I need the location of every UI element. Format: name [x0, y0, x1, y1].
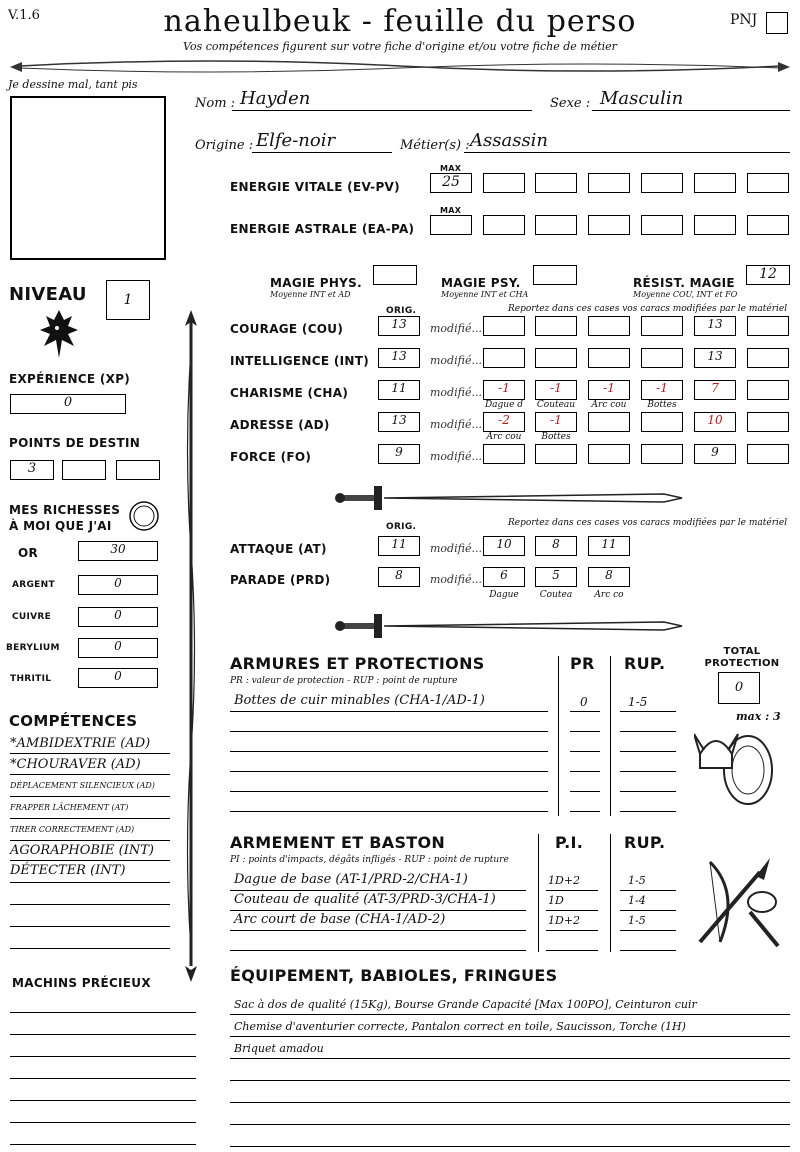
modif-label: modifié... — [430, 354, 482, 367]
magie-phys-label: MAGIE PHYS. — [270, 276, 362, 290]
ev-box[interactable] — [694, 173, 736, 193]
stats-note: Reportez dans ces cases vos caracs modifiées par le matériel — [508, 304, 788, 314]
stat-mod-box[interactable] — [641, 412, 683, 432]
stat-mod-box[interactable] — [747, 348, 789, 368]
weapons-note: PI : points d'impacts, dégâts infligés - RUP : point de rupture — [230, 855, 509, 865]
wealth-argent-box[interactable]: 0 — [78, 575, 158, 595]
stat-mod-box[interactable] — [483, 444, 525, 464]
ea-max-box[interactable] — [430, 215, 472, 235]
stat-mod-box[interactable] — [588, 316, 630, 336]
nom-line — [232, 110, 532, 111]
stat-orig-box[interactable]: 13 — [378, 412, 420, 432]
stat-orig-box[interactable]: 13 — [378, 316, 420, 336]
combat-under-label: Coutea — [539, 590, 573, 600]
armor-col-rup: RUP. — [624, 654, 666, 673]
skill-item[interactable]: DÉPLACEMENT SILENCIEUX (AD) — [10, 781, 155, 790]
magie-psy-note: Moyenne INT et CHA — [441, 290, 529, 299]
stat-mod-box[interactable] — [588, 412, 630, 432]
stat-mod-box[interactable] — [747, 380, 789, 400]
equipment-line[interactable]: Briquet amadou — [234, 1042, 324, 1055]
ea-box[interactable] — [483, 215, 525, 235]
ev-max-box[interactable]: 25 — [430, 173, 472, 193]
weapon-item-name[interactable]: Couteau de qualité (AT-3/PRD-3/CHA-1) — [234, 892, 496, 907]
armor-title: ARMURES ET PROTECTIONS — [230, 654, 485, 673]
sheet-subtitle: Vos compétences figurent sur votre fiche d'origine et/ou votre fiche de métier — [183, 40, 617, 53]
combat-orig-box[interactable]: 8 — [378, 567, 420, 587]
stat-mod-box[interactable]: -1 — [535, 412, 577, 432]
equipment-line[interactable]: Chemise d'aventurier correcte, Pantalon correct en toile, Saucisson, Torche (1H) — [234, 1020, 686, 1033]
weapon-item-pi[interactable]: 1D+2 — [548, 914, 581, 927]
sexe-value[interactable]: Masculin — [600, 88, 684, 109]
portrait-box[interactable] — [10, 96, 166, 260]
combat-mod-box[interactable]: 6 — [483, 567, 525, 587]
skill-item[interactable]: *CHOURAVER (AD) — [10, 757, 141, 772]
helmet-shield-icon — [694, 724, 774, 810]
weapons-icon — [690, 852, 786, 952]
stat-mod-box[interactable]: -1 — [588, 380, 630, 400]
magie-phys-note: Moyenne INT et AD — [270, 290, 351, 299]
modif-label: modifié... — [430, 418, 482, 431]
stat-label: FORCE (FO) — [230, 450, 312, 464]
combat-mod-box[interactable]: 10 — [483, 536, 525, 556]
niveau-label: NIVEAU — [9, 284, 87, 305]
metier-label: Métier(s) : — [400, 138, 470, 153]
stat-mod-box[interactable]: -1 — [641, 380, 683, 400]
stat-mod-box[interactable]: -2 — [483, 412, 525, 432]
stat-mod-box[interactable] — [747, 444, 789, 464]
resist-magie-box[interactable]: 12 — [746, 265, 790, 285]
stat-orig-box[interactable]: 11 — [378, 380, 420, 400]
destin-label: POINTS DE DESTIN — [9, 436, 141, 450]
stat-mod-box[interactable] — [483, 316, 525, 336]
weapons-col-pi: P.I. — [555, 833, 584, 852]
ea-box[interactable] — [535, 215, 577, 235]
wealth-or-box[interactable]: 30 — [78, 541, 158, 561]
stat-mod-box[interactable] — [588, 444, 630, 464]
skill-item[interactable]: DÉTECTER (INT) — [10, 863, 126, 878]
origine-label: Origine : — [195, 138, 254, 153]
ea-box[interactable] — [641, 215, 683, 235]
ev-box[interactable] — [483, 173, 525, 193]
ea-max-label: MAX — [440, 206, 462, 215]
magie-psy-label: MAGIE PSY. — [441, 276, 521, 290]
orig-label: ORIG. — [386, 306, 417, 316]
stat-mod-box[interactable] — [535, 348, 577, 368]
pnj-checkbox[interactable] — [766, 12, 788, 34]
ev-max-label: MAX — [440, 164, 462, 173]
weapon-item-rup[interactable]: 1-4 — [628, 894, 646, 907]
modif-label: modifié... — [430, 542, 482, 555]
stat-under-label: Bottes — [647, 400, 677, 410]
armor-item-rup[interactable]: 1-5 — [628, 695, 648, 709]
stat-label: ADRESSE (AD) — [230, 418, 330, 432]
sexe-line — [592, 110, 790, 111]
nom-value[interactable]: Hayden — [240, 88, 311, 109]
stat-under-label: Arc cou — [591, 400, 627, 410]
stat-label: CHARISME (CHA) — [230, 386, 349, 400]
ea-box[interactable] — [747, 215, 789, 235]
skill-item[interactable]: FRAPPER LÂCHEMENT (AT) — [10, 803, 129, 812]
sheet-title: naheulbeuk - feuille du perso — [163, 4, 637, 39]
armor-col-pr: PR — [570, 654, 595, 673]
stat-mod-box[interactable] — [641, 348, 683, 368]
version-label: V.1.6 — [8, 8, 40, 23]
combat-orig-box[interactable]: 11 — [378, 536, 420, 556]
stat-label: COURAGE (COU) — [230, 322, 344, 336]
combat-label: PARADE (PRD) — [230, 573, 331, 587]
stat-mod-box[interactable]: 13 — [694, 348, 736, 368]
weapon-item-rup[interactable]: 1-5 — [628, 874, 646, 887]
weapon-item-name[interactable]: Dague de base (AT-1/PRD-2/CHA-1) — [234, 872, 468, 887]
portrait-caption: Je dessine mal, tant pis — [8, 78, 138, 91]
combat-label: ATTAQUE (AT) — [230, 542, 327, 556]
wealth-berylium-box[interactable]: 0 — [78, 638, 158, 658]
total-protection-label: TOTAL PROTECTION — [704, 646, 780, 669]
ev-box[interactable] — [535, 173, 577, 193]
stat-mod-box[interactable] — [588, 348, 630, 368]
magie-psy-box[interactable] — [533, 265, 577, 285]
sexe-label: Sexe : — [550, 96, 591, 111]
combat-note: Reportez dans ces cases vos caracs modifiées par le matériel — [508, 518, 788, 528]
weapon-item-pi[interactable]: 1D+2 — [548, 874, 581, 887]
stat-mod-box[interactable] — [483, 348, 525, 368]
stat-orig-box[interactable]: 9 — [378, 444, 420, 464]
stat-mod-box[interactable]: 10 — [694, 412, 736, 432]
wealth-cuivre-box[interactable]: 0 — [78, 607, 158, 627]
weapons-col-rup: RUP. — [624, 833, 666, 852]
combat-under-label: Dague — [489, 590, 519, 600]
stat-mod-box[interactable] — [641, 316, 683, 336]
armor-item-name[interactable]: Bottes de cuir minables (CHA-1/AD-1) — [234, 693, 485, 708]
sword-icon — [334, 478, 684, 518]
stat-mod-box[interactable] — [535, 316, 577, 336]
ea-box[interactable] — [694, 215, 736, 235]
destin-box[interactable]: 3 — [10, 460, 54, 480]
destin-box[interactable] — [116, 460, 160, 480]
weapon-item-pi[interactable]: 1D — [548, 894, 564, 907]
ev-box[interactable] — [588, 173, 630, 193]
dragon-icon — [32, 306, 86, 362]
modif-label: modifié... — [430, 573, 482, 586]
wealth-thritil-label: THRITIL — [10, 674, 52, 684]
ev-box[interactable] — [747, 173, 789, 193]
stat-under-label: Bottes — [541, 432, 571, 442]
stat-mod-box[interactable] — [747, 316, 789, 336]
total-protection-box[interactable]: 0 — [718, 672, 760, 704]
xp-label: EXPÉRIENCE (XP) — [9, 372, 131, 386]
wealth-thritil-box[interactable]: 0 — [78, 668, 158, 688]
armor-item-pr[interactable]: 0 — [580, 695, 588, 709]
armor-note: PR : valeur de protection - RUP : point de rupture — [230, 676, 458, 686]
equipment-line[interactable]: Sac à dos de qualité (15Kg), Bourse Grande Capacité [Max 100PO], Ceinturon cuir — [234, 998, 697, 1011]
weapon-item-rup[interactable]: 1-5 — [628, 914, 646, 927]
stat-mod-box[interactable] — [641, 444, 683, 464]
stat-orig-box[interactable]: 13 — [378, 348, 420, 368]
wealth-berylium-label: BERYLIUM — [6, 643, 60, 653]
title-ornament — [10, 54, 790, 78]
machins-precieux-label: MACHINS PRÉCIEUX — [12, 976, 151, 990]
weapon-item-name[interactable]: Arc court de base (CHA-1/AD-2) — [234, 912, 446, 927]
modif-label: modifié... — [430, 322, 482, 335]
modif-label: modifié... — [430, 386, 482, 399]
ea-label: ENERGIE ASTRALE (EA-PA) — [230, 222, 415, 236]
combat-under-label: Arc co — [594, 590, 624, 600]
pnj-label: PNJ — [730, 12, 758, 28]
stat-mod-box[interactable] — [535, 444, 577, 464]
stat-mod-box[interactable]: -1 — [483, 380, 525, 400]
metier-value[interactable]: Assassin — [470, 130, 549, 151]
origine-value[interactable]: Elfe-noir — [256, 130, 336, 151]
richesses-label: MES RICHESSES À MOI QUE J'AI — [9, 503, 121, 533]
stat-under-label: Arc cou — [486, 432, 522, 442]
stat-label: INTELLIGENCE (INT) — [230, 354, 369, 368]
stat-mod-box[interactable]: 13 — [694, 316, 736, 336]
combat-mod-box[interactable]: 8 — [588, 567, 630, 587]
equipment-title: ÉQUIPEMENT, BABIOLES, FRINGUES — [230, 966, 558, 985]
sword-icon — [334, 606, 684, 646]
weapons-title: ARMEMENT ET BASTON — [230, 833, 446, 852]
niveau-box[interactable]: 1 — [106, 280, 150, 320]
stat-mod-box[interactable]: 9 — [694, 444, 736, 464]
xp-box[interactable]: 0 — [10, 394, 126, 414]
ev-box[interactable] — [641, 173, 683, 193]
wealth-cuivre-label: CUIVRE — [12, 612, 52, 622]
resist-magie-note: Moyenne COU, INT et FO — [633, 290, 738, 299]
stat-under-label: Couteau — [536, 400, 576, 410]
combat-orig-label: ORIG. — [386, 522, 417, 532]
nom-label: Nom : — [195, 96, 236, 111]
wealth-or-label: OR — [18, 546, 39, 560]
stat-mod-box[interactable]: 7 — [694, 380, 736, 400]
origine-line — [252, 152, 392, 153]
combat-mod-box[interactable]: 8 — [535, 536, 577, 556]
combat-mod-box[interactable]: 11 — [588, 536, 630, 556]
staff-ornament — [180, 310, 202, 982]
ev-label: ENERGIE VITALE (EV-PV) — [230, 180, 400, 194]
destin-box[interactable] — [62, 460, 106, 480]
wealth-argent-label: ARGENT — [12, 580, 55, 590]
stat-mod-box[interactable]: -1 — [535, 380, 577, 400]
skill-item[interactable]: *AMBIDEXTRIE (AD) — [10, 736, 151, 751]
modif-label: modifié... — [430, 450, 482, 463]
magie-phys-box[interactable] — [373, 265, 417, 285]
combat-mod-box[interactable]: 5 — [535, 567, 577, 587]
stat-mod-box[interactable] — [747, 412, 789, 432]
ea-box[interactable] — [588, 215, 630, 235]
competences-label: COMPÉTENCES — [9, 712, 138, 730]
skill-item[interactable]: AGORAPHOBIE (INT) — [10, 843, 154, 858]
metier-line — [464, 152, 790, 153]
skill-item[interactable]: TIRER CORRECTEMENT (AD) — [10, 825, 135, 834]
stat-under-label: Dague d — [484, 400, 524, 410]
max-protection-label: max : 3 — [736, 710, 781, 723]
coin-icon — [128, 500, 160, 532]
resist-magie-label: RÉSIST. MAGIE — [633, 276, 735, 290]
